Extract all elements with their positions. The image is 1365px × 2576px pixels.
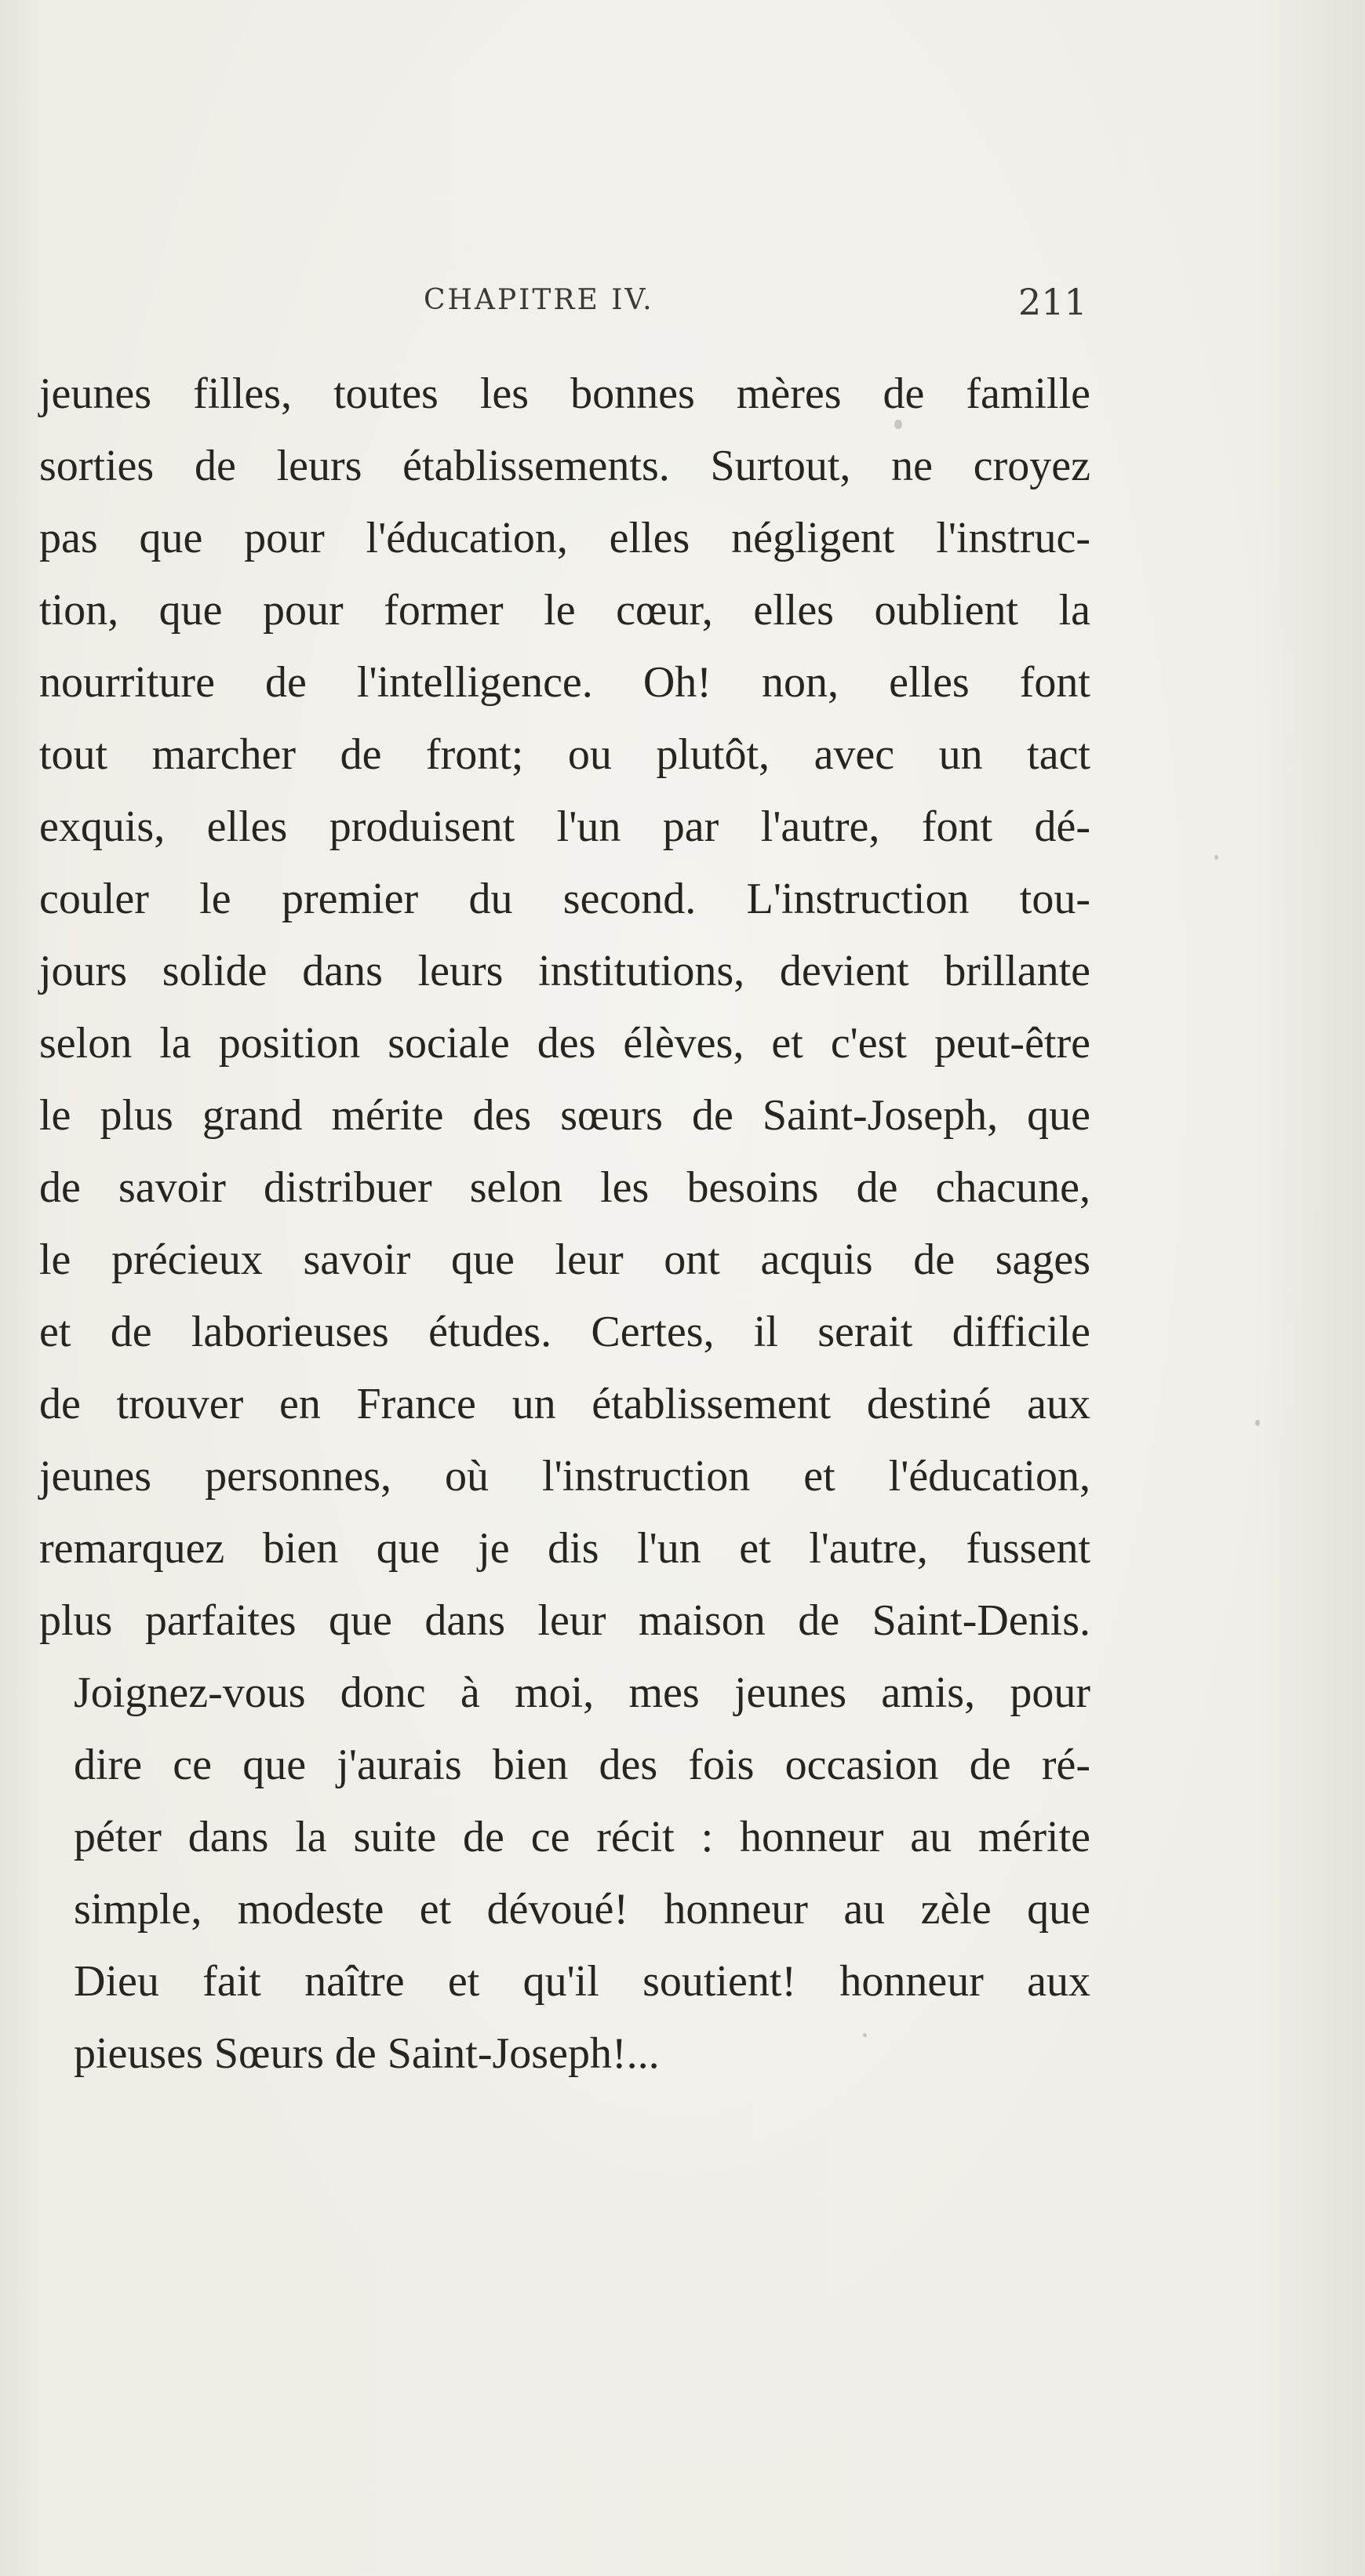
text-line: de savoir distribuer selon les besoins de chacune, (39, 1163, 1090, 1212)
text-line: et de laborieuses études. Certes, il serait difficile (39, 1308, 1090, 1356)
text-line: Joignez-vous donc à moi, mes jeunes amis, pour (74, 1668, 1090, 1717)
paper-speck (1255, 1420, 1260, 1426)
text-line: de trouver en France un établissement destiné aux (39, 1380, 1090, 1428)
paper-speck (1214, 855, 1218, 860)
text-line: jeunes filles, toutes les bonnes mères de famille (39, 369, 1090, 418)
page-number: 211 (1018, 281, 1087, 323)
text-line: dire ce que j'aurais bien des fois occasion de ré- (74, 1741, 1090, 1789)
text-line: tion, que pour former le cœur, elles oublient la (39, 586, 1090, 635)
text-line: tout marcher de front; ou plutôt, avec un tact (39, 730, 1090, 779)
paper-speck (894, 420, 902, 429)
text-line: remarquez bien que je dis l'un et l'autre, fussent (39, 1524, 1090, 1573)
text-line: Dieu fait naître et qu'il soutient! honneur aux (74, 1957, 1090, 2006)
text-line: couler le premier du second. L'instruction tou- (39, 875, 1090, 923)
paragraph (39, 358, 1090, 1657)
text-line: simple, modeste et dévoué! honneur au zèle que (74, 1885, 1090, 1934)
page-header (0, 281, 1365, 331)
paragraph (39, 1657, 1090, 2090)
paper-speck (863, 2033, 867, 2037)
text-line: nourriture de l'intelligence. Oh! non, elles font (39, 658, 1090, 707)
text-line: le plus grand mérite des sœurs de Saint-Joseph, que (39, 1091, 1090, 1140)
body-text (39, 358, 1090, 2090)
text-line: plus parfaites que dans leur maison de Saint-Denis. (39, 1596, 1090, 1645)
text-line: pas que pour l'éducation, elles négligent l'instruc- (39, 514, 1090, 562)
text-line: jours solide dans leurs institutions, devient brillante (39, 947, 1090, 995)
text-line: le précieux savoir que leur ont acquis de sages (39, 1235, 1090, 1284)
text-line: jeunes personnes, où l'instruction et l'éducation, (39, 1452, 1090, 1501)
text-line: exquis, elles produisent l'un par l'autre, font dé- (39, 802, 1090, 851)
text-line: péter dans la suite de ce récit : honneur au mérite (74, 1813, 1090, 1861)
text-line: selon la position sociale des élèves, et c'est peut-être (39, 1019, 1090, 1068)
running-head: CHAPITRE IV. (424, 284, 654, 316)
text-line: sorties de leurs établissements. Surtout, ne croyez (39, 442, 1090, 490)
text-line: pieuses Sœurs de Saint-Joseph!... (74, 2029, 660, 2078)
